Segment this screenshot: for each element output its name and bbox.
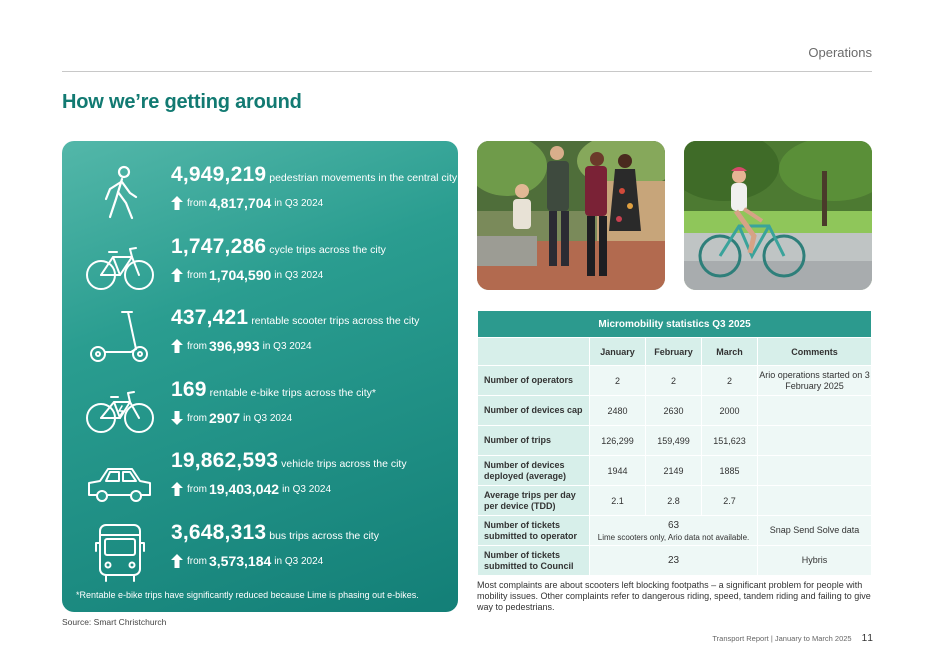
ebike-icon [84,380,156,442]
stat-value: 4,949,219 [171,163,267,186]
cell-comment [758,396,872,426]
cell-tickets-operator [590,516,758,546]
header-divider [62,71,872,72]
tickets-operator-value: 63 [667,519,680,531]
compare-suffix: in Q3 2024 [282,483,332,495]
complaints-paragraph: Most complaints are about scooters left blocking footpaths – a significant problem for people with mobility issues. Other complaints refer to dangerous riding, speed, tandem riding and failing to give way to pedestrians. [477,580,871,612]
stat-cycle [62,235,458,305]
cell-february: 2.8 [646,486,702,516]
compare-suffix: in Q3 2024 [262,340,312,352]
row-label: Number of operators [478,366,590,396]
travel-stats-panel [62,141,458,612]
compare-value: 19,403,042 [209,481,280,497]
source-note: Source: Smart Christchurch [62,617,167,627]
compare-prefix: from [187,555,207,567]
cell-january: 2.1 [590,486,646,516]
compare-value: 396,993 [209,338,260,354]
pedestrians-photo [477,141,665,290]
cell-january: 1944 [590,456,646,486]
row-label: Average trips per day per device (TDD) [478,486,590,516]
stat-scooter [62,306,458,376]
arrow-up-icon [171,268,183,282]
cell-tickets-council: 23 [590,546,758,576]
cell-comment [758,456,872,486]
page-number: 11 [861,633,874,644]
stat-ebike [62,378,458,448]
compare-suffix: in Q3 2024 [243,412,293,424]
table-row [478,546,872,576]
cell-comment [758,486,872,516]
ebike-footnote: *Rentable e-bike trips have significantly reduced because Lime is phasing out e-bikes. [76,590,419,600]
stat-value: 169 [171,378,207,401]
table-row [478,366,872,396]
stat-value: 1,747,286 [171,235,267,258]
row-label: Number of tickets submitted to Council [478,546,590,576]
table-row [478,426,872,456]
compare-suffix: in Q3 2024 [274,555,324,567]
cell-february: 2149 [646,456,702,486]
stat-description: vehicle trips across the city [281,458,407,470]
compare-prefix: from [187,412,207,424]
row-label: Number of trips [478,426,590,456]
table-header-blank [478,338,590,366]
page-title: How we’re getting around [62,91,302,113]
compare-value: 4,817,704 [209,195,272,211]
compare-suffix: in Q3 2024 [274,269,324,281]
table-row [478,486,872,516]
section-label: Operations [808,45,872,60]
compare-value: 2907 [209,410,241,426]
table-row [478,456,872,486]
cell-march: 2 [702,366,758,396]
cell-march: 2000 [702,396,758,426]
stat-description: rentable e-bike trips across the city* [209,387,376,399]
micromobility-stats-table [477,310,872,576]
compare-prefix: from [187,269,207,281]
bicycle-icon [84,237,156,299]
page-footer [712,633,874,644]
table-header-march: March [702,338,758,366]
table-row [478,396,872,426]
arrow-down-icon [171,411,183,425]
stat-description: bus trips across the city [269,530,379,542]
cell-march: 1885 [702,456,758,486]
cell-march: 151,623 [702,426,758,456]
stat-description: cycle trips across the city [269,244,386,256]
cell-january: 126,299 [590,426,646,456]
cell-january: 2480 [590,396,646,426]
stat-value: 3,648,313 [171,521,267,544]
stat-vehicle [62,449,458,519]
stat-description: pedestrian movements in the central city [269,172,458,184]
cell-february: 159,499 [646,426,702,456]
tickets-operator-note: Lime scooters only, Ario data not available. [597,532,750,542]
compare-prefix: from [187,483,207,495]
stat-value: 19,862,593 [171,449,279,472]
pedestrian-icon [84,165,156,227]
stat-description: rentable scooter trips across the city [251,315,420,327]
stat-bus [62,521,458,591]
row-label: Number of devices cap [478,396,590,426]
cell-february: 2 [646,366,702,396]
arrow-up-icon [171,196,183,210]
car-icon [84,451,156,513]
table-row [478,516,872,546]
row-label: Number of tickets submitted to operator [478,516,590,546]
cell-comment: Hybris [758,546,872,576]
table-header-february: February [646,338,702,366]
compare-suffix: in Q3 2024 [274,197,324,209]
compare-prefix: from [187,197,207,209]
cell-january: 2 [590,366,646,396]
arrow-up-icon [171,339,183,353]
table-title: Micromobility statistics Q3 2025 [478,311,872,338]
cell-comment: Snap Send Solve data [758,516,872,546]
compare-value: 1,704,590 [209,267,272,283]
compare-value: 3,573,184 [209,553,272,569]
report-name: Transport Report | January to March 2025 [712,634,852,643]
scooter-icon [84,308,156,370]
cell-comment [758,426,872,456]
stat-pedestrian [62,163,458,233]
bus-icon [84,523,156,585]
cell-march: 2.7 [702,486,758,516]
stat-value: 437,421 [171,306,249,329]
arrow-up-icon [171,554,183,568]
table-header-comments: Comments [758,338,872,366]
cell-february: 2630 [646,396,702,426]
cell-comment: Ario operations started on 3 February 2025 [758,366,872,396]
row-label: Number of devices deployed (average) [478,456,590,486]
cyclist-photo [684,141,872,290]
compare-prefix: from [187,340,207,352]
table-header-january: January [590,338,646,366]
arrow-up-icon [171,482,183,496]
